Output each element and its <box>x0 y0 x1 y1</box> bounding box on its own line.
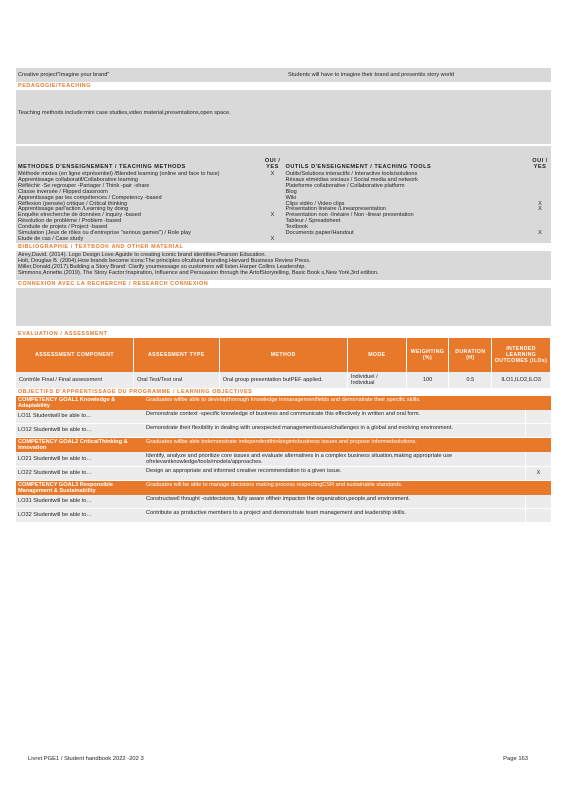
competency-goal-text: Graduates willbe able to developthorough knowledge inmanagementfields and demonstrate their specific skills. <box>146 396 421 403</box>
item-label: Wiki <box>285 194 297 201</box>
eval-column-header: ASSESSMENT TYPE <box>134 338 220 372</box>
footer <box>28 756 528 762</box>
item-label: Conduite de projets / Project -based <box>18 224 108 231</box>
bibliography-entry: Simmons,Annette.(2019). The Story Factor:Inspiration, Influence and Persuasion through the ArtofStorytelling, Basic Book s,New York,3rd edition. <box>18 270 379 277</box>
yes-mark: X <box>538 230 542 237</box>
creative-project-row <box>16 68 551 82</box>
learning-objective-mark <box>525 509 551 522</box>
learning-objective-code: LO21 Studentwill be able to… <box>18 455 93 462</box>
teaching-box <box>16 90 551 144</box>
eval-row <box>16 372 551 388</box>
footer-handbook: Livret PGE1 / Student handbook 2022 -202 3 <box>28 756 144 762</box>
eval-column-header: DURATION (H) <box>449 338 492 372</box>
yes-mark: X <box>270 212 275 219</box>
objectives-title: OBJECTIFS D'APPRENTISSAGE DU PROGRAMME / LEARNING OBJECTIVES <box>16 388 551 396</box>
learning-objective-text: Demonstrate their flexibility in dealing with unexpected managementissues/challenges in a global and evolving environment. <box>146 424 453 431</box>
item-label: Clips vidéo / Video clips <box>285 200 345 207</box>
competency-goal-label: COMPETENCY GOAL1 Knowledge & Adaptability <box>18 396 116 409</box>
creative-project-description: Students will have to imagine their brand and presentits story world <box>288 72 455 78</box>
item-label: Résaux etmédias sociaux / Social media and network <box>285 176 418 183</box>
competency-goal-header <box>16 438 551 452</box>
item-label: Apprentissage parl'action /Learning by doing <box>18 206 129 213</box>
competency-goal-label: COMPETENCY GOAL2 CriticalThinking & Innovation <box>18 438 128 451</box>
evaluation-table <box>16 338 551 388</box>
objectives-table <box>16 396 551 523</box>
item-label: Textbook <box>285 224 308 231</box>
learning-objective-text: Design an appropriate and informed creative recommendation to a given issue. <box>146 467 342 474</box>
item-label: Réflexion (pensée) critique / Critical thinking <box>18 200 128 207</box>
competency-goal-header <box>16 481 551 495</box>
competency-goal-header <box>16 396 551 410</box>
item-label: Enquête etrecherche de données / Inquiry -based <box>18 212 141 219</box>
teaching-tools-col <box>284 146 552 243</box>
item-label: Méthode mixtes (en ligne etprésentiel) /Blended learning (online and face to face) <box>18 171 220 177</box>
item-label: Apprentissage collaboratif/Collaborative learning <box>18 176 139 183</box>
eval-column-header: INTENDED LEARNING OUTCOMES (ILOs) <box>492 338 551 372</box>
competency-goal-text: Graduates willbe able todemonstrate independentthinkingintobusiness issues and propose informedsolutions. <box>146 438 417 445</box>
learning-objective-text: Contribute as productive members to a project and demonstrate team management and leadership skills. <box>146 509 406 516</box>
learning-objective-row <box>16 467 551 481</box>
item-label: Réfléchir -Se regrouper -Partager / Think -pair -share <box>18 182 150 189</box>
learning-objective-mark <box>525 452 551 466</box>
bibliography-entry: Miller,Donald.(2017).Building a Story Brand: Clarify yourmessage so customers will listen.Harper Collins Leadership. <box>18 264 306 271</box>
teaching-methods-header: METHODES D'ENSEIGNEMENT / TEACHING METHODS <box>18 164 186 170</box>
learning-objective-code: LO31 Studentwill be able to… <box>18 498 93 505</box>
learning-objective-mark <box>525 410 551 423</box>
bibliography-title: BIBLIOGRAPHIE / TEXTBOOK AND OTHER MATERIAL <box>16 243 551 251</box>
learning-objective-row <box>16 410 551 424</box>
item-label: Plateforme collaborative / Collaborative platform <box>285 182 405 189</box>
eval-cell: Contrôle Final / Final assessment <box>16 372 134 388</box>
eval-column-header: METHOD <box>219 338 347 372</box>
item-label: Etude de cas / Case study <box>18 235 84 242</box>
item-label: Présentation linéaire /Linearpresentation <box>285 206 386 213</box>
evaluation-title: EVALUATION / ASSESSMENT <box>16 330 551 338</box>
eval-cell: Individuel / Individual <box>347 372 406 388</box>
learning-objective-code: LO12 Studentwill be able to… <box>18 427 93 434</box>
methods-table <box>16 146 551 243</box>
learning-objective-mark <box>525 424 551 437</box>
item-label: Présentation non -linéaire / Non -linear presentation <box>285 212 414 219</box>
competency-goal-text: Graduates will be able to manage decisions making process respectingCSR and sustainable standards. <box>146 481 403 488</box>
item-label: Documents papier/Handout <box>285 230 354 237</box>
page-content <box>16 68 551 523</box>
learning-objective-row <box>16 509 551 523</box>
yes-mark: X <box>538 200 542 207</box>
item-label: Apprentissage par les compétences / Competency -based <box>18 194 162 201</box>
item-label: Blog <box>285 188 297 195</box>
item-label: Tableur / Spreadsheet <box>285 218 341 225</box>
learning-objective-row <box>16 452 551 467</box>
connexion-box <box>16 288 551 326</box>
learning-objective-mark: X <box>525 467 551 480</box>
tool-item <box>284 231 552 237</box>
item-label: Résolution de problème / Problem -based <box>18 218 122 225</box>
learning-objective-code: LO32 Studentwill be able to… <box>18 512 93 519</box>
eval-cell: Oral group presentation butPEF applied. <box>219 372 347 388</box>
creative-project-title: Creative project"Imagine your brand" <box>18 72 110 78</box>
teaching-text: Teaching methods include:mini case studies,video material,presentations,open space. <box>18 110 231 116</box>
eval-column-header: WEIGHTING (%) <box>406 338 449 372</box>
oui-yes-header: OUI / YES <box>264 158 281 170</box>
eval-cell: ILO1,ILO2,ILO3 <box>492 372 551 388</box>
competency-goal-label: COMPETENCY GOAL3 Responsible Management & Sustainability <box>18 481 114 494</box>
item-label: Simulation (Jeux de rôles ou d'entreprise "serious games") / Role play <box>18 230 191 237</box>
connexion-title: CONNEXION AVEC LA RECHERCHE / RESEARCH CONNEXION <box>16 280 551 288</box>
footer-page-number: Page 163 <box>503 756 528 762</box>
learning-objective-row <box>16 495 551 509</box>
eval-cell: 100 <box>406 372 449 388</box>
learning-objective-row <box>16 424 551 438</box>
learning-objective-code: LO11 Studentwill be able to… <box>18 413 92 420</box>
learning-objective-code: LO22 Studentwill be able to… <box>18 470 93 477</box>
eval-cell: 0.5 <box>449 372 492 388</box>
learning-objective-mark <box>525 495 551 508</box>
bibliography-entry: Airey,David. (2014). Logo Design Love:Aguide to creating iconic brand identities.Pearson Education. <box>18 251 267 258</box>
item-label: Outils/Solutions interactifs / Interactive tools/solutions <box>285 171 418 177</box>
learning-objective-text: Constructwell thought -outdecisions, fully aware oftheir impacton the organization,people,and environment. <box>146 495 410 502</box>
yes-mark: X <box>538 206 542 213</box>
item-label: Classe inversée / Flipped classroom <box>18 188 108 195</box>
eval-column-header: MODE <box>347 338 406 372</box>
pedagogie-title: PEDAGOGIE/TEACHING <box>16 82 551 90</box>
learning-objective-text: Identify, analyze and prioritize core issues and evaluate alternatives in a complex business situation,making appropriate use ofrelevantknowledge/tools/models/approaches. <box>146 452 453 465</box>
teaching-tools-header: OUTILS D'ENSEIGNEMENT / TEACHING TOOLS <box>285 164 432 170</box>
method-item <box>16 237 284 243</box>
eval-column-header: ASSESSMENT COMPONENT <box>16 338 134 372</box>
teaching-methods-col <box>16 146 284 243</box>
yes-mark: X <box>270 171 275 177</box>
oui-yes-header: OUI / YES <box>532 158 548 170</box>
learning-objective-text: Demonstrate context -specific knowledge of business and communicate this effectively in written and oral form. <box>146 410 421 417</box>
bibliography-list <box>16 251 551 280</box>
bibliography-entry: Holt, Douglas B. (2004).How brands become icons:The principles ofcultural branding.Harvard Business Review Press. <box>18 258 311 265</box>
yes-mark: X <box>270 235 275 242</box>
eval-cell: Oral Test/Test oral <box>134 372 220 388</box>
